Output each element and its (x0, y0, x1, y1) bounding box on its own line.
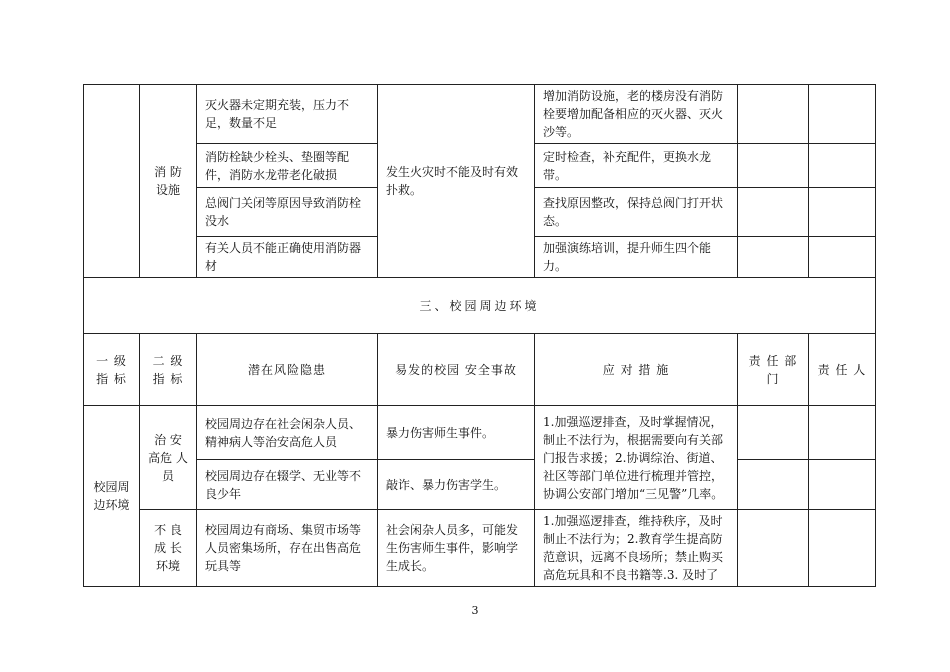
person-cell (809, 510, 876, 587)
level1-cell-empty (84, 85, 140, 278)
dept-cell (738, 460, 809, 510)
person-cell (809, 460, 876, 510)
hazard-cell: 校园周边存在辍学、无业等不良少年 (197, 460, 378, 510)
hazard-cell: 消防栓缺少栓头、垫圈等配件，消防水龙带老化破损 (197, 144, 378, 188)
level2-security-risk: 治 安 高危 人员 (140, 406, 197, 510)
hazard-cell: 校园周边存在社会闲杂人员、精神病人等治安高危人员 (197, 406, 378, 460)
header-row (84, 334, 876, 406)
dept-cell (738, 85, 809, 144)
level2-bad-environment: 不 良 成 长 环境 (140, 510, 197, 587)
measure-cell: 定时检查，补充配件，更换水龙带。 (535, 144, 738, 188)
hazard-cell: 有关人员不能正确使用消防器材 (197, 237, 378, 278)
header-level2: 二 级 指 标 (140, 334, 197, 406)
accident-cell: 敲诈、暴力伤害学生。 (378, 460, 535, 510)
dept-cell (738, 237, 809, 278)
accident-cell: 社会闲杂人员多，可能发生伤害师生事件，影响学生成长。 (378, 510, 535, 587)
accident-cell: 发生火灾时不能及时有效扑救。 (378, 85, 535, 278)
section-row (84, 278, 876, 334)
header-level1: 一 级 指 标 (84, 334, 140, 406)
accident-cell: 暴力伤害师生事件。 (378, 406, 535, 460)
level1-campus-surroundings: 校园周边环境 (84, 406, 140, 587)
hazard-cell: 校园周边有商场、集贸市场等人员密集场所，存在出售高危玩具等 (197, 510, 378, 587)
surround-row (84, 406, 876, 460)
hazard-cell: 灭火器未定期充装，压力不足，数量不足 (197, 85, 378, 144)
header-hazard: 潜在风险隐患 (197, 334, 378, 406)
header-person: 责 任 人 (809, 334, 876, 406)
measure-cell: 1.加强巡逻排查，维持秩序，及时制止不法行为；2.教育学生提高防范意识，远离不良场所；禁止购买高危玩具和不良书籍等.3. 及时了 (535, 510, 738, 587)
person-cell (809, 144, 876, 188)
risk-table (83, 84, 876, 587)
fire-row (84, 85, 876, 144)
header-dept: 责 任 部 门 (738, 334, 809, 406)
person-cell (809, 85, 876, 144)
measure-cell: 加强演练培训，提升师生四个能力。 (535, 237, 738, 278)
person-cell (809, 406, 876, 460)
dept-cell (738, 188, 809, 237)
person-cell (809, 237, 876, 278)
measure-cell: 1.加强巡逻排查，及时掌握情况，制止不法行为，根据需要向有关部门报告求援；2.协调综治、街道、社区等部门单位进行梳理并管控，协调公安部门增加“三见警”几率。 (535, 406, 738, 510)
measure-cell: 查找原因整改，保持总阀门打开状态。 (535, 188, 738, 237)
header-accident: 易发的校园 安全事故 (378, 334, 535, 406)
level2-fire-facilities: 消 防 设施 (140, 85, 197, 278)
dept-cell (738, 406, 809, 460)
header-measures: 应 对 措 施 (535, 334, 738, 406)
person-cell (809, 188, 876, 237)
surround-row (84, 510, 876, 587)
dept-cell (738, 510, 809, 587)
hazard-cell: 总阀门关闭等原因导致消防栓没水 (197, 188, 378, 237)
section-title: 三、校园周边环境 (84, 278, 876, 334)
page-number: 3 (471, 604, 479, 617)
measure-cell: 增加消防设施，老的楼房没有消防栓要增加配备相应的灭火器、灭火沙等。 (535, 85, 738, 144)
dept-cell (738, 144, 809, 188)
surround-row (84, 460, 876, 510)
